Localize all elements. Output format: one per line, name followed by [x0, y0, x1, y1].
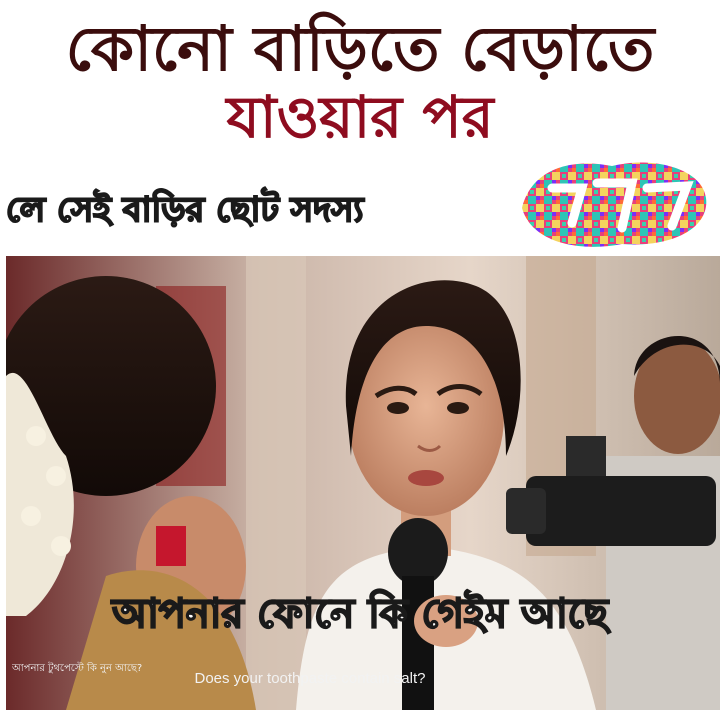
caption-bottom: আপনার ফোনে কি গেইম আছে	[112, 591, 608, 637]
title-line-2: যাওয়ার পর	[226, 83, 494, 151]
title-line-1: কোনো বাড়িতে বেড়াতে	[65, 12, 655, 85]
caption-top: লে সেই বাড়ির ছোট সদস্য	[6, 190, 364, 230]
tv-subtitle-english: Does your toothpaste contain salt?	[194, 670, 426, 687]
tv-subtitle-bangla: আপনার টুথপেস্টে কি নুন আছে?	[12, 663, 143, 674]
colorful-scribble-logo-icon	[512, 148, 712, 256]
tv-screenshot-photo	[6, 256, 720, 710]
